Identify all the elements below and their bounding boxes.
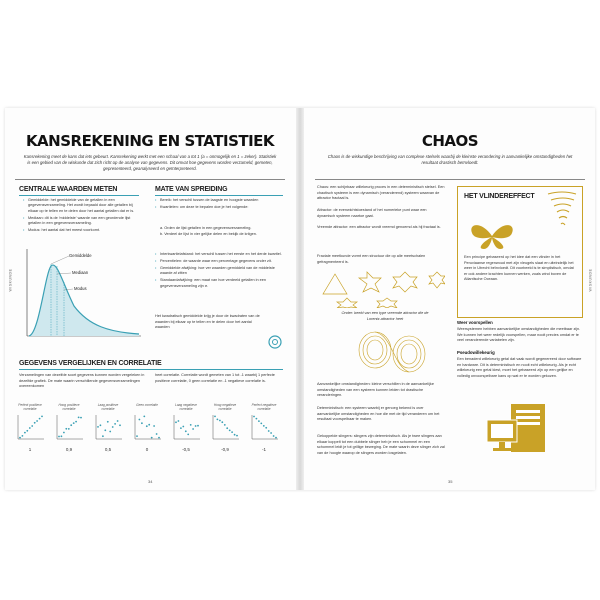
chaos-definition: Chaos: een schijnbaar willekeurig proces in een deterministisch stelsel. Een chaotisch systeem is een dynamisch (veranderend) systeem waarvan de attractor fractaal is. <box>317 185 445 201</box>
right-page-title: CHAOS <box>421 132 479 150</box>
correlation-text-right: heet correlatie. Correlatie wordt gemeten van 1 tot -1 waarbij 1 perfecte positieve correlatie, 0 geen correlatie en -1 negatieve correlatie is. <box>155 373 275 383</box>
scatter-point <box>34 422 36 424</box>
scatter-point <box>19 437 21 439</box>
scatter-point <box>156 433 158 435</box>
heading-correlation: GEGEVENS VERGELIJKEN EN CORRELATIE <box>19 360 162 367</box>
scatter-point <box>97 426 99 428</box>
scatter-point <box>224 424 226 426</box>
scatter-point <box>68 428 70 430</box>
weather-text: Weersystemen hebben aanvankelijke omstandigheden die meetbaar zijn. We kunnen het weer redelijk voorspellen, maar nooit precies omdat er te veel veranderende variabelen zijn. <box>457 327 581 343</box>
list-item: • Interkwartielafstand: het verschil tussen het eerste en het derde kwartiel. <box>155 252 283 257</box>
scatter-point <box>268 430 270 432</box>
scatter-point <box>102 435 104 437</box>
scatter-point <box>273 435 275 437</box>
scatter-point <box>26 430 28 432</box>
lorenz-caption: Onder: beeld van een type vreemde attractor die de Lorentz-attractor heet <box>341 311 429 321</box>
scatter-point <box>275 437 277 439</box>
determinism-definition: Deterministisch: een systeem waarbij er genoeg bekend is over aanvankelijke omstandigheden en hoe die met de tijd veranderen om het resultaat voorspelbaar te maken. <box>317 406 440 422</box>
scatter-point <box>151 437 153 439</box>
heading-spread: MATE VAN SPREIDING <box>155 186 228 193</box>
scatter-point <box>153 425 155 427</box>
scatter-point <box>41 416 43 418</box>
list-item: • Kwartielen: om deze te bepalen doe je het volgende: <box>155 205 283 210</box>
list-item: • Standaardafwijking: een maat van hoe verdeeld getallen in een gegevensverzameling zijn σ. <box>155 278 283 289</box>
quartile-steps: a. Orden de lijst getallen in een gegevensverzameling. b. Verdeel de lijst in vier gelijke delen en bekijk de kriigen. <box>160 226 257 236</box>
correlation-label: Hoog positieve correlatie <box>58 403 80 411</box>
scatter-point <box>231 431 233 433</box>
page-number: 35 <box>448 479 453 484</box>
strange-attractor-definition: Vreemde attractor: een attractor wordt vreemd genoemd als hij fractaal is. <box>317 225 441 229</box>
side-label: WISKUNDE <box>588 268 593 292</box>
book-gutter <box>296 108 304 490</box>
scatter-point <box>219 420 221 422</box>
correlation-value: 0,9 <box>65 447 73 452</box>
right-page <box>305 108 595 490</box>
spread-list-b <box>155 252 283 290</box>
computer-icon <box>483 402 557 458</box>
scatter-point <box>192 428 194 430</box>
scatter-plot <box>249 413 279 441</box>
scatter-point <box>73 422 75 424</box>
scatter-point <box>178 420 180 422</box>
scatter-point <box>234 434 236 436</box>
scatter-point <box>146 425 148 427</box>
distribution-curve <box>19 244 144 344</box>
butterfly-text: Een principe gebaseerd op het idee dat een vlinder in het Peruviaanse regenwoud met zijn vleugels slaat en uiteindelijk het weer in Utrecht beïnvloedt. Dit voorbeeld is te simplistisch, omdat er ook andere krachten kunnen werken, zoals wind boven de Atlantische Oceaan. <box>464 255 574 282</box>
scatter-point <box>197 425 199 427</box>
lorenz-attractor <box>353 326 433 378</box>
correlation-value: -0,5 <box>182 447 190 452</box>
correlation-text-left: Verzamelingen van dezelfde soort gegevens kunnen worden vergeleken in dezelfde grafiek. De mate waarin verschillende gegevensverzamelingen overeenkomen <box>19 373 145 389</box>
scatter-point <box>148 424 150 426</box>
correlation-label: Geen correlatie <box>136 403 158 407</box>
scatter-point <box>104 429 106 431</box>
scatter-point <box>107 421 109 423</box>
correlation-label: Perfect positieve correlatie <box>18 403 42 411</box>
correlation-value: 0,5 <box>104 447 112 452</box>
list-item: • Gemiddelde afwijking: hoe ver waarden gemiddeld van de middelste waarde af zitten <box>155 266 283 277</box>
divider <box>15 179 285 180</box>
list-item: • Gemiddelde: het gemiddelde van de getallen in een gegevensverzameling. Het wordt bepaald door alle getallen bij elkaar op te tellen en te delen door het aantal getallen dat er is. <box>23 198 143 214</box>
central-values-list <box>23 198 143 235</box>
scatter-point <box>182 426 184 428</box>
scatter-point <box>139 419 141 421</box>
correlation-label: Hoog negatieve correlatie <box>213 403 237 411</box>
spread-list <box>155 198 283 212</box>
scatter-plot <box>54 413 84 441</box>
scatter-point <box>29 427 31 429</box>
scatter-point <box>80 417 82 419</box>
variance-note: Het kwadratisch gemiddelde krijg je door de kwadraten van de waarden bij elkaar op te tellen en te delen door het aantal waarden <box>155 314 260 330</box>
list-item: • Mediaan: dit is de 'middelste' waarde van een geordende lijst getallen in een gegevensverzameling. <box>23 216 143 227</box>
tornado-icon <box>544 189 580 231</box>
scatter-point <box>263 425 265 427</box>
scatter-point <box>141 422 143 424</box>
butterfly-heading: HET VLINDEREFFECT <box>464 193 535 200</box>
book-spread <box>5 108 595 490</box>
scatter-point <box>260 423 262 425</box>
scatter-point <box>36 420 38 422</box>
scatter-point <box>187 434 189 436</box>
scatter-point <box>214 416 216 418</box>
correlation-row <box>13 403 289 463</box>
scatter-point <box>117 420 119 422</box>
roll-icon <box>267 334 283 350</box>
scatter-point <box>24 432 26 434</box>
teal-rule <box>19 369 283 370</box>
scatter-point <box>256 418 258 420</box>
pendulum-definition: Gekoppelde slingers: slingers zijn deterministisch. Als je twee slingers aan elkaar koppelt tot een dubbele slinger heb je een schommel en een schommel leidt je tot grillige beweging. De mate waarin deze slinger zich zal van de hoogte waarop de slingers worden losgelaten. <box>317 434 445 455</box>
scatter-plot <box>210 413 240 441</box>
teal-rule <box>155 195 283 196</box>
initial-conditions-definition: Aanvankelijke omstandigheden: kleine verschillen in de aanvankelijke omstandigheden van een systeem kunnen leiden tot drastische veranderingen. <box>317 382 434 398</box>
scatter-point <box>58 436 60 438</box>
pseudo-heading: Pseudowillekeurig <box>457 350 495 355</box>
correlation-value: 1 <box>28 447 32 452</box>
scatter-point <box>217 419 219 421</box>
correlation-value: -1 <box>261 447 266 452</box>
heading-central-values: CENTRALE WAARDEN METEN <box>19 186 118 193</box>
side-label: WISKUNDE <box>8 268 13 292</box>
scatter-point <box>114 423 116 425</box>
list-item: • Percentielen: de waarde waar een percentage gegevens onder zit. <box>155 259 283 264</box>
scatter-plot <box>171 413 201 441</box>
page-number: 34 <box>148 479 153 484</box>
fractal-shapes <box>317 268 445 308</box>
scatter-plot <box>132 413 162 441</box>
scatter-plot <box>15 413 45 441</box>
pseudo-text: Een benaderd willekeurig getal dat vaak wordt gegenereerd door software en hardware. Dit is deterministisch en nooit echt willekeurig. Als je echt willekeurig een getal kiest, moet het gebaseerd zijn op een gelijke en volledig onvoorspelbare kans op wat er te worden gekozen. <box>457 357 582 378</box>
scatter-point <box>136 435 138 437</box>
right-intro: Chaos is de wiskundige beschrijving van complexe stelsels waarbij de kleinste verandering in aanvankelijke omstandigheden het resultaat drastisch beïnvloedt. <box>327 154 573 165</box>
scatter-point <box>78 417 80 419</box>
correlation-value: -0,9 <box>221 447 229 452</box>
teal-rule <box>19 195 139 196</box>
scatter-point <box>119 424 121 426</box>
list-item: • Bereik: het verschil tussen de laagste en hoogste waarden <box>155 198 283 203</box>
scatter-point <box>75 421 77 423</box>
scatter-point <box>221 421 223 423</box>
butterfly-icon <box>468 221 516 251</box>
correlation-label: Perfect negatieve correlatie <box>251 403 277 411</box>
scatter-point <box>143 416 145 418</box>
scatter-point <box>258 420 260 422</box>
scatter-point <box>61 435 63 437</box>
divider <box>315 179 585 180</box>
left-page-title: KANSREKENING EN STATISTIEK <box>25 132 275 150</box>
scatter-point <box>195 425 197 427</box>
scatter-point <box>70 424 72 426</box>
scatter-point <box>39 418 41 420</box>
attractor-definition: Attractor: de evenwichtstoestand of het numerieke punt waar een dynamisch systeem naartoe gaat. <box>317 208 427 218</box>
scatter-point <box>265 427 267 429</box>
scatter-point <box>180 427 182 429</box>
list-item: • Modus: het aantal dat het meest voorkomt. <box>23 228 143 233</box>
correlation-value: 0 <box>145 447 149 452</box>
mean-label: Gemiddelde <box>69 253 92 258</box>
scatter-point <box>175 421 177 423</box>
scatter-point <box>100 424 102 426</box>
scatter-point <box>31 425 33 427</box>
scatter-point <box>22 435 24 437</box>
scatter-point <box>112 426 114 428</box>
scatter-point <box>253 416 255 418</box>
scatter-point <box>185 430 187 432</box>
scatter-plot <box>93 413 123 441</box>
scatter-point <box>226 427 228 429</box>
scatter-point <box>190 424 192 426</box>
correlation-label: Laag negatieve correlatie <box>175 403 197 411</box>
butterfly-effect-box <box>457 186 583 318</box>
left-page <box>5 108 295 490</box>
correlation-label: Laag positieve correlatie <box>97 403 119 411</box>
scatter-point <box>236 435 238 437</box>
scatter-point <box>109 431 111 433</box>
left-intro: Kansrekening meet de kans dat iets gebeurt. Kansrekening werkt met een schaal van a tot 1 (a = onmogelijk en 1 = zeker). Statistiek is een gebied van de wiskunde dat zich richt op de analyse van gegevens. Dit omvat hoe gegevens worden verzameld, gemeten, gepresenteerd, geanalyseerd en geïnterpreteerd. <box>23 154 277 171</box>
weather-heading: Weer voorspellen <box>457 320 493 325</box>
fractal-definition: Fractale meetkunde vormt een structuur die op alle meetschalen gefragmenteerd is. <box>317 254 426 264</box>
scatter-point <box>63 432 65 434</box>
scatter-point <box>229 430 231 432</box>
scatter-point <box>270 432 272 434</box>
median-label: Mediaan <box>72 270 89 275</box>
mode-label: Modus <box>74 286 87 291</box>
scatter-point <box>158 437 160 439</box>
scatter-point <box>65 428 67 430</box>
